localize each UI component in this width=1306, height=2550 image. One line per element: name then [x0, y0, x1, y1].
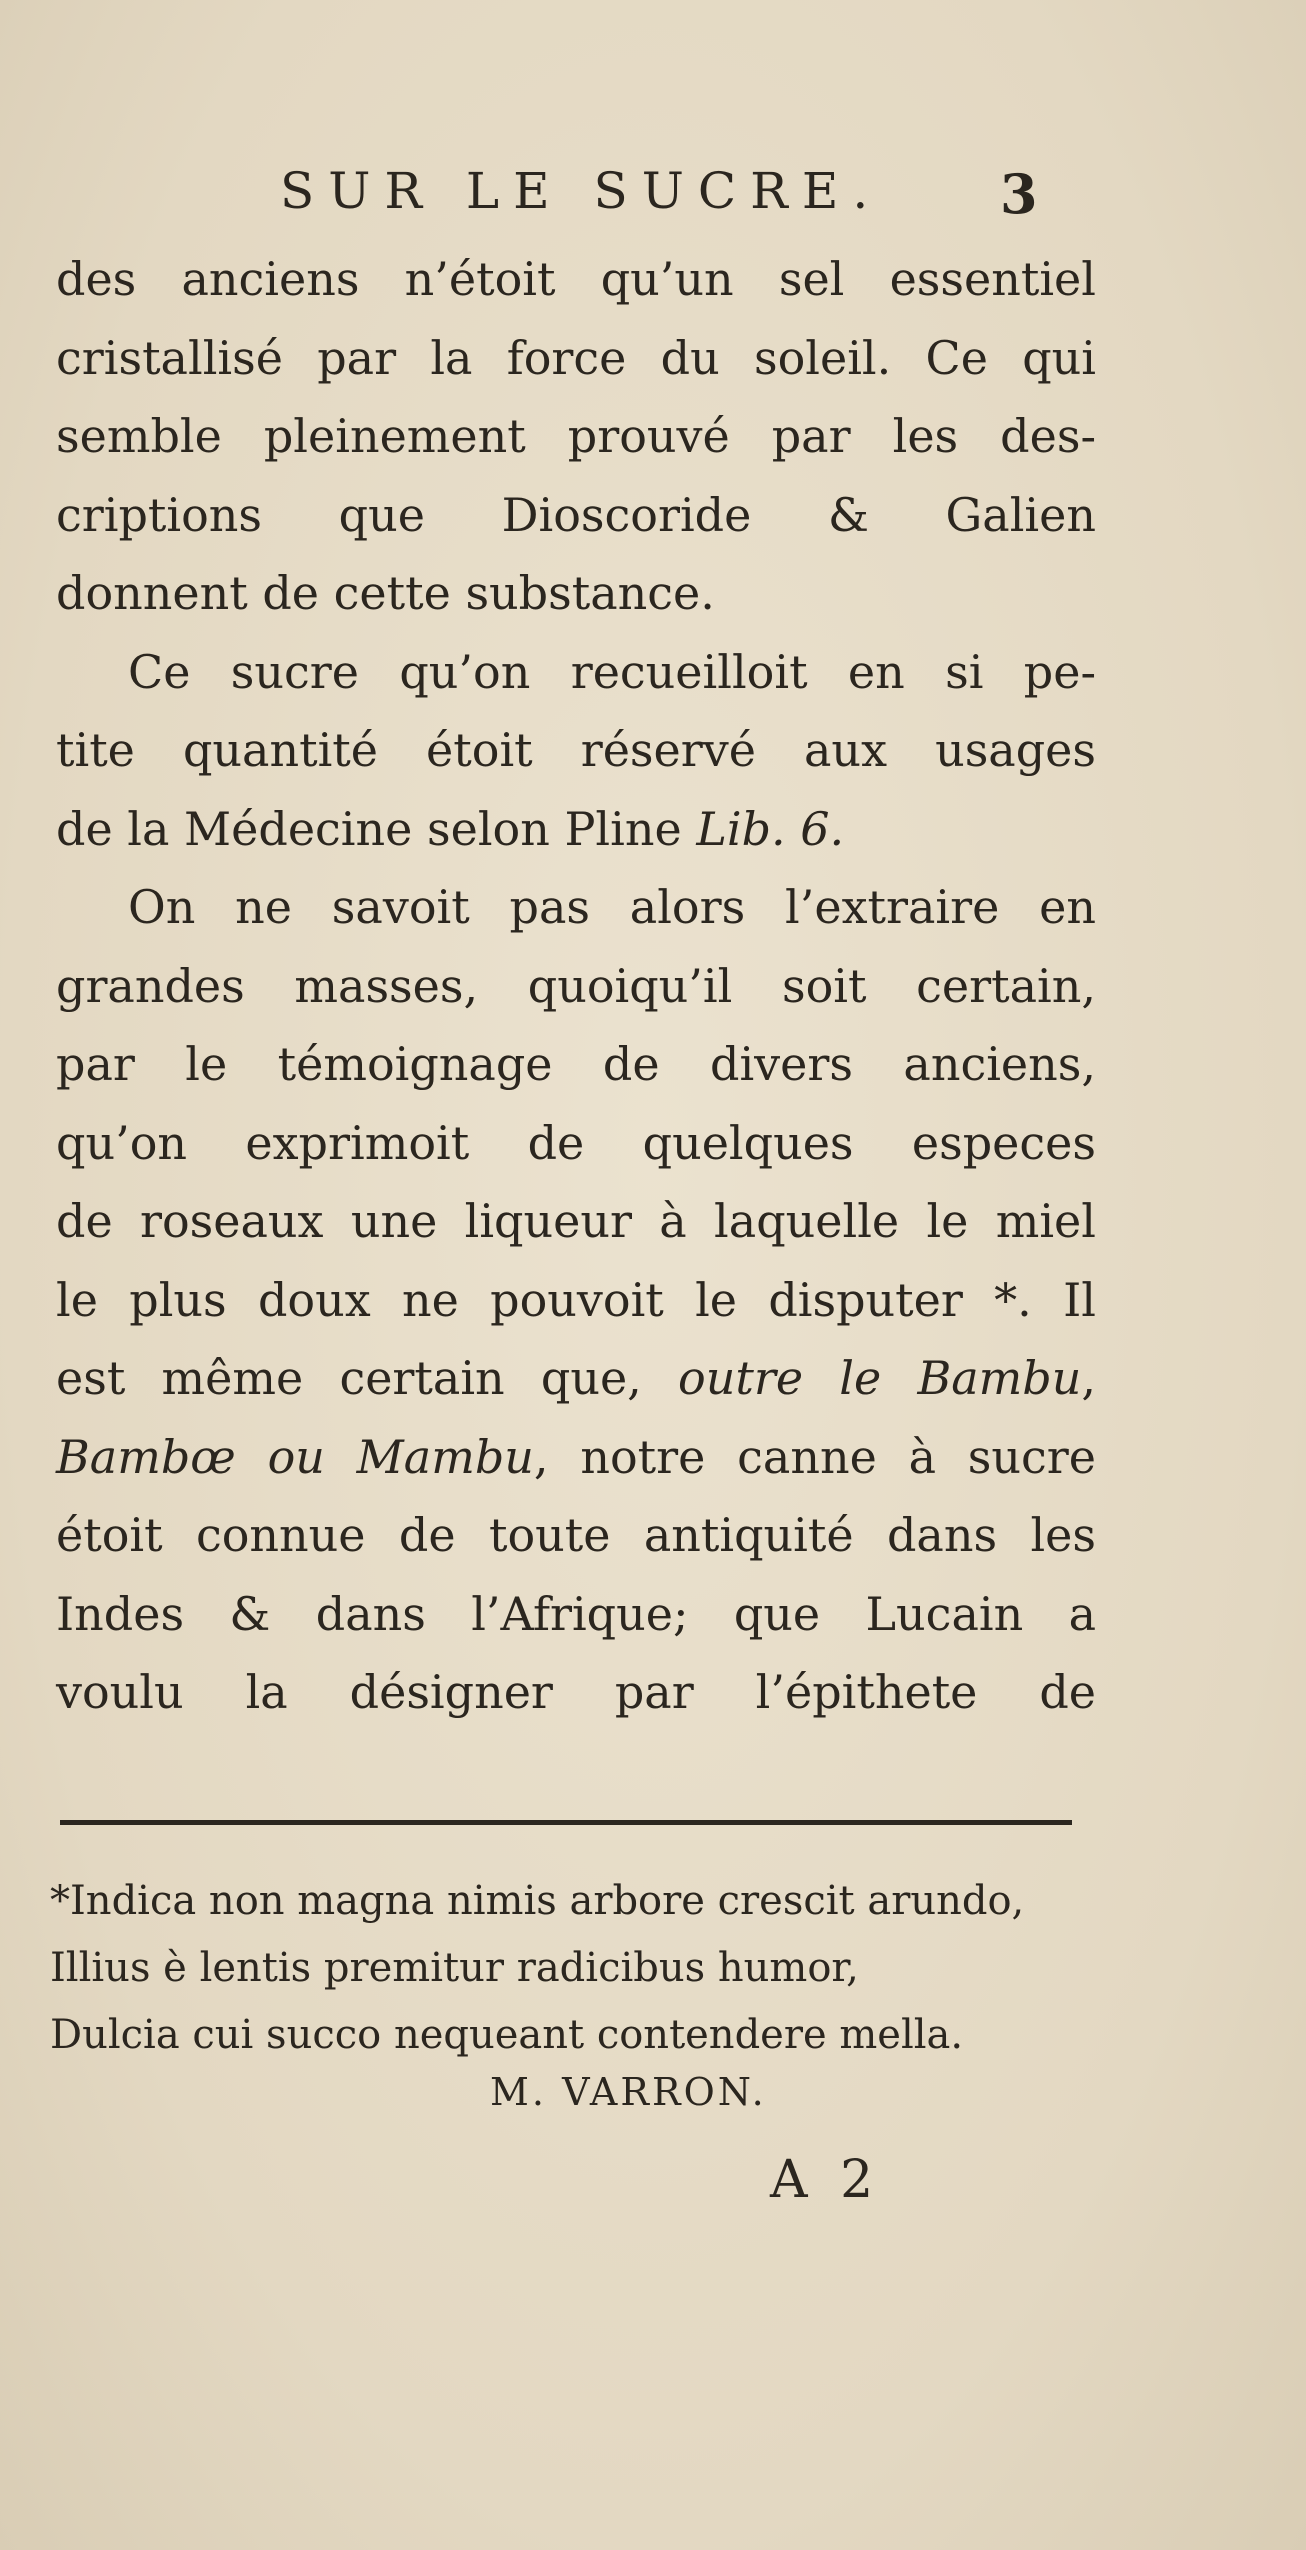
footnote-attribution: M. VARRON.	[490, 2070, 767, 2114]
running-title: SUR LE SUCRE.	[280, 162, 883, 220]
footnote-line: *Indica non magna nimis arbore crescit arundo,	[50, 1878, 1025, 1924]
text-line: le plus doux ne pouvoit le disputer *. Il	[56, 1272, 1096, 1327]
text-line: étoit connue de toute antiquité dans les	[56, 1508, 1096, 1562]
footnote	[50, 1868, 1090, 2069]
text-line: Indes & dans l’Afrique; que Lucain a	[56, 1586, 1096, 1641]
text-line: On ne savoit pas alors l’extraire en	[128, 880, 1096, 934]
text-line: de la Médecine selon Pline Lib. 6.	[56, 801, 845, 856]
text-line: semble pleinement prouvé par les des-	[56, 409, 1096, 463]
citation-italic: Lib. 6.	[696, 801, 845, 856]
signature-mark: A 2	[770, 2150, 882, 2210]
page-number: 3	[1000, 162, 1038, 226]
text-line: voulu la désigner par l’épithete de	[56, 1665, 1096, 1719]
text-line: par le témoignage de divers anciens,	[56, 1037, 1096, 1091]
text-line: criptions que Dioscoride & Galien	[56, 487, 1096, 542]
text-line: cristallisé par la force du soleil. Ce qui	[56, 330, 1096, 385]
footnote-line: Illius è lentis premitur radicibus humor,	[50, 1945, 859, 1991]
plant-name-italic: outre le Bambu	[678, 1351, 1082, 1405]
text-line: qu’on exprimoit de quelques especes	[56, 1115, 1096, 1170]
text-line: grandes masses, quoiqu’il soit certain,	[56, 958, 1096, 1013]
text-line: tite quantité étoit réservé aux usages	[56, 723, 1096, 777]
text-line: des anciens n’étoit qu’un sel essentiel	[56, 252, 1096, 306]
text-line: est même certain que, outre le Bambu,	[56, 1351, 1096, 1405]
footnote-line: Dulcia cui succo nequeant contendere mella.	[50, 2012, 964, 2058]
main-text	[56, 240, 1096, 1732]
plant-name-italic: Bambœ ou Mambu	[56, 1429, 534, 1484]
footnote-rule	[60, 1820, 1072, 1825]
running-head	[0, 150, 1306, 230]
text-line: donnent de cette substance.	[56, 566, 715, 620]
text-line: de roseaux une liqueur à laquelle le miel	[56, 1194, 1096, 1248]
text-line: Bambœ ou Mambu, notre canne à sucre	[56, 1429, 1097, 1484]
text-line: Ce sucre qu’on recueilloit en si pe-	[128, 644, 1096, 699]
